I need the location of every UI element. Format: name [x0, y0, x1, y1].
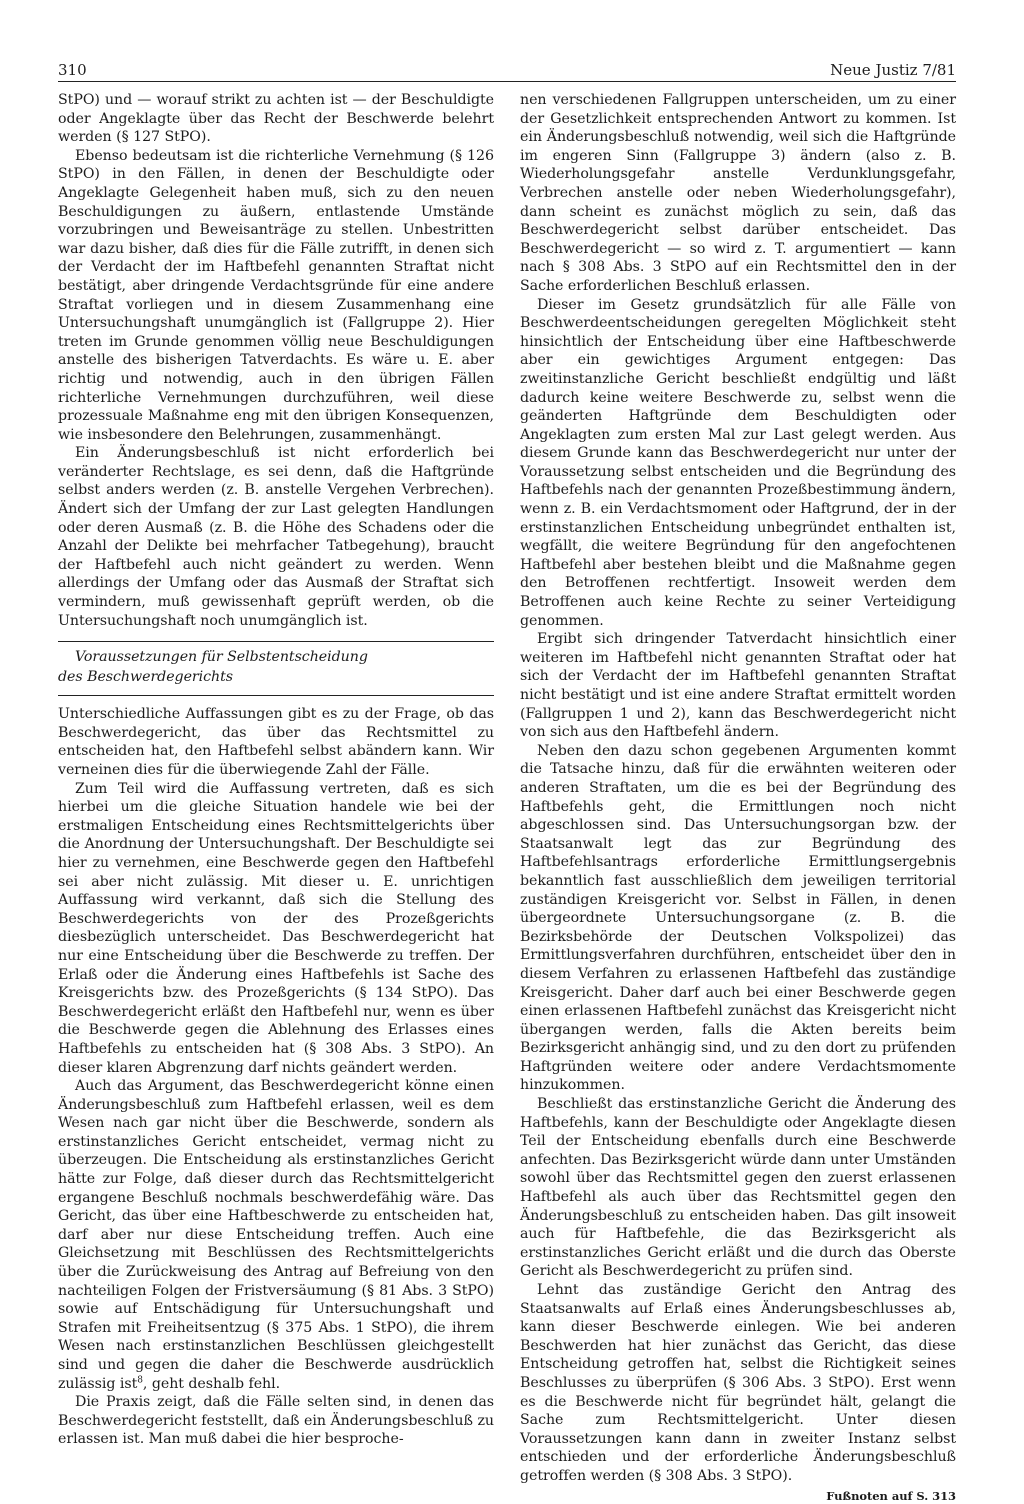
journal-running-head: Neue Justiz 7/81 — [830, 61, 956, 79]
paragraph: Beschließt das erstinstanzliche Gericht die Änderung des Haftbefehls, kann der Beschuldigte oder Angeklagte diesen Teil der Entscheidung ebenfalls durch eine Beschwerde anfechten. Das Bezirksgericht würde dann unter Umständen sowohl über das Rechtsmittel gegen den zuerst erlassenen Haftbefehl als auch über das Rechtsmittel gegen den Änderungsbeschluß zu entscheiden haben. Das gilt insoweit auch für Haftbefehle, die das Bezirksgericht als erstinstanzliches Gericht erläßt und die durch das Oberste Gericht als Beschwerdegericht zu prüfen sind. — [520, 1096, 956, 1280]
paragraph: Neben den dazu schon gegebenen Argumenten kommt die Tatsache hinzu, daß für die erwähnten weiteren oder anderen Straftaten, um die es bei der Begründung des Haftbefehls geht, die Ermittlungen noch nicht abgeschlossen sind. Das Untersuchungsorgan bzw. der Staatsanwalt legt das zur Begründung des Haftbefehlsantrags erforderliche Ermittlungsergebnis bekanntlich fast ausschließlich dem jeweiligen territorial zuständigen Kreisgericht vor. Selbst in Fällen, in denen übergeordnete Untersuchungsorgane (z. B. die Bezirksbehörde der Deutschen Volkspolizei) das Ermittlungsverfahren durchführen, entscheidet über den in diesem Verfahren zu erlassenen Haftbefehl das zuständige Kreisgericht. Daher darf auch bei einer Beschwerde gegen einen erlassenen Haftbefehl zunächst das Kreisgericht nicht übergangen werden, falls die Akten bereits beim Bezirksgericht anhängig sind, und zu den dort zu prüfenden Haftgründen weitere oder andere Verdachtsmomente hinzukommen. — [520, 742, 956, 1094]
header-rule — [58, 81, 956, 82]
paragraph: Ebenso bedeutsam ist die richterliche Vernehmung (§ 126 StPO) in den Fällen, in denen der Beschuldigte oder Angeklagte Gelegenheit haben muß, sich zu den neuen Beschuldigungen zu äußern, entlastende Umstände vorzubringen und Beweisanträge zu stellen. Unbestritten war dazu bisher, daß dies für die Fälle zutrifft, in denen sich der Verdacht der im Haftbefehl genannten Straftat nicht bestätigt, aber dringende Verdachtsgründe für eine andere Straftat vorliegen und in diesem Zusammenhang eine Untersuchungshaft unumgänglich ist (Fallgruppe 2). Hier treten im Grunde genommen völlig neue Beschuldigungen anstelle des bisherigen Tatverdachts. Es wäre u. E. aber richtig und notwendig, auch in den übrigen Fällen richterliche Vernehmungen durchzuführen, weil diese prozessuale Maßnahme eng mit den übrigen Konsequenzen, wie insbesondere den Belehrungen, zusammenhängt. — [58, 147, 494, 443]
paragraph: Ein Änderungsbeschluß ist nicht erforderlich bei veränderter Rechtslage, es sei denn, daß die Haftgründe selbst anders werden (z. B. anstelle Vergehen Verbrechen). Ändert sich der Umfang der zur Last gelegten Handlungen oder deren Ausmaß (z. B. die Höhe des Schadens oder die Anzahl der Delikte bei mehrfacher Tatbegehung), braucht der Haftbefehl auch nicht geändert zu werden. Wenn allerdings der Umfang oder das Ausmaß der Straftat sich vermindern, muß gewissenhaft geprüft werden, ob die Untersuchungshaft noch unumgänglich ist. — [58, 445, 494, 629]
footnote-reference[interactable]: 8 — [137, 1374, 143, 1385]
paragraph: Die Praxis zeigt, daß die Fälle selten sind, in denen das Beschwerdegericht feststellt, daß ein Änderungsbeschluß zu erlassen ist. Man muß dabei die hier besproche- — [58, 1394, 494, 1448]
right-column — [520, 91, 956, 1504]
paragraph: Unterschiedliche Auffassungen gibt es zu der Frage, ob das Beschwerdegericht, das über das Rechtsmittel zu entscheiden hat, den Haftbefehl selbst abändern kann. Wir verneinen dies für die überwiegende Zahl der Fälle. — [58, 706, 494, 778]
left-column — [58, 91, 494, 1449]
paragraph: Ergibt sich dringender Tatverdacht hinsichtlich einer weiteren im Haftbefehl nicht genannten Straftat oder hat sich der Verdacht der im Haftbefehl genannten Straftat nicht bestätigt und ist eine andere Straftat ermittelt worden (Fallgruppen 1 und 2), kann das Beschwerdegericht nicht von sich aus den Haftbefehl ändern. — [520, 631, 956, 741]
page-number: 310 — [58, 61, 87, 79]
paragraph-text-end: , geht deshalb fehl. — [142, 1375, 281, 1392]
footnotes-reference-note: Fußnoten auf S. 313 — [826, 1488, 956, 1503]
document-page — [58, 55, 956, 1503]
paragraph: Lehnt das zuständige Gericht den Antrag des Staatsanwalts auf Erlaß eines Änderungsbeschlusses ab, kann dieser Beschwerde einlegen. Wie bei anderen Beschwerden hat hier zunächst das Gericht, das diese Entscheidung getroffen hat, selbst die Richtigkeit seines Beschlusses zu überprüfen (§ 306 Abs. 3 StPO). Erst wenn es die Beschwerde nicht für begründet hält, gelangt die Sache zum Rechtsmittelgericht. Unter diesen Voraussetzungen kann dann in zweiter Instanz selbst entschieden und der erforderliche Änderungsbeschluß getroffen werden (§ 308 Abs. 3 StPO). — [520, 1282, 956, 1484]
paragraph — [58, 1077, 494, 1393]
paragraph-text: Auch das Argument, das Beschwerdegericht könne einen Änderungsbeschluß zum Haftbefehl erlassen, weil es dem Wesen nach gar nicht über die Beschwerde, sondern als erstinstanzliches Gericht entscheidet, vermag nicht zu überzeugen. Die Entscheidung als erstinstanzliches Gericht hätte zur Folge, daß dieser durch das Rechtsmittelgericht ergangene Beschluß nochmals beschwerdefähig wäre. Das Gericht, das über eine Haftbeschwerde zu entscheiden hat, darf aber nur diese Entscheidung treffen. Auch eine Gleichsetzung mit Beschlüssen des Rechtsmittelgerichts über die Zurückweisung des Antrag auf Befreiung von den nachteiligen Folgen der Fristversäumung (§ 81 Abs. 3 StPO) sowie auf Entschädigung für Untersuchungshaft und Strafen mit Freiheitsentzug (§ 375 Abs. 1 StPO), die ihrem Wesen nach erstinstanzlichen Beschlüssen gleichgestellt sind und gegen die daher die Beschwerde ausdrücklich zulässig ist — [58, 1078, 494, 1392]
page-header — [58, 55, 956, 81]
paragraph: StPO) und — worauf strikt zu achten ist — der Beschuldigte oder Angeklagte über das Recht der Beschwerde belehrt werden (§ 127 StPO). — [58, 92, 494, 146]
section-heading-line-1: Voraussetzungen für Selbstentscheidung — [75, 649, 368, 666]
paragraph: Zum Teil wird die Auffassung vertreten, daß es sich hierbei um die gleiche Situation handele wie bei der erstmaligen Entscheidung eines Rechtsmittelgerichts über die Anordnung der Untersuchungshaft. Der Beschuldigte sei hier zu vernehmen, eine Beschwerde gegen den Haftbefehl sei aber nicht zulässig. Mit dieser u. E. unrichtigen Auffassung wird verkannt, daß sich die Stellung des Beschwerdegerichts von der des Prozeßgerichts diesbezüglich unterscheidet. Das Beschwerdegericht hat nur eine Entscheidung über die Beschwerde zu treffen. Der Erlaß oder die Änderung eines Haftbefehls ist Sache des Kreisgerichts bzw. des Prozeßgerichts (§ 134 StPO). Das Beschwerdegericht erläßt den Haftbefehl nur, wenn es über die Beschwerde gegen die Ablehnung des Erlasses eines Haftbefehls zu entscheiden hat (§ 308 Abs. 3 StPO). An dieser klaren Abgrenzung darf nichts geändert werden. — [58, 780, 494, 1076]
paragraph: Dieser im Gesetz grundsätzlich für alle Fälle von Beschwerdeentscheidungen geregelten Möglichkeit steht hinsichtlich der Entscheidung über eine Haftbeschwerde aber ein gewichtiges Argument entgegen: Das zweitinstanzliche Gericht beschließt endgültig und läßt dadurch keine weitere Beschwerde zu, selbst wenn die geänderten Haftgründe dem Beschuldigten oder Angeklagten zum ersten Mal zur Last gelegt werden. Aus diesem Grunde kann das Beschwerdegericht nur unter der Voraussetzung selbst entscheiden und die Begründung des Haftbefehls nach der genannten Prozeßbestimmung ändern, wenn z. B. ein Verdachtsmoment oder Haftgrund, der in der erstinstanzlichen Entscheidung unbegründet enthalten ist, wegfällt, die weitere Begründung für den angefochtenen Haftbefehl aber bestehen bleibt und die Maßnahme gegen den Betroffenen rechtfertigt. Insoweit werden dem Betroffenen auch keine Rechte zu seiner Verteidigung genommen. — [520, 296, 956, 629]
paragraph: nen verschiedenen Fallgruppen unterscheiden, um zu einer der Gesetzlichkeit entsprechenden Antwort zu kommen. Ist ein Änderungsbeschluß notwendig, weil sich die Haftgründe im engeren Sinn (Fallgruppe 3) ändern (also z. B. Wiederholungsgefahr anstelle Verdunklungsgefahr, Verbrechen anstelle oder neben Wiederholungsgefahr), dann scheint es zunächst möglich zu sein, daß das Beschwerdegericht selbst darüber entscheidet. Das Beschwerdegericht — so wird z. T. argumentiert — kann nach § 308 Abs. 3 StPO auf ein Rechtsmittel den in der Sache erforderlichen Beschluß erlassen. — [520, 92, 956, 294]
section-heading — [58, 647, 494, 687]
section-heading-line-2: des Beschwerdegerichts — [58, 669, 234, 686]
section-heading-box — [58, 641, 494, 696]
